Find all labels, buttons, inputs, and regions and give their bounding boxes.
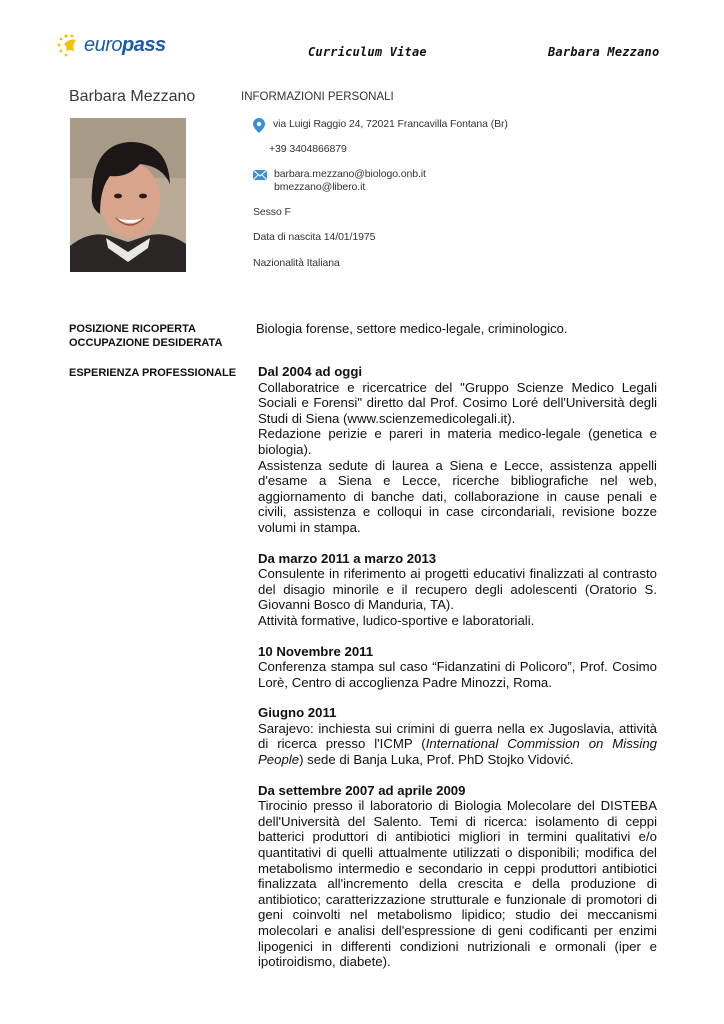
experience-entry [258, 644, 657, 691]
position-label: POSIZIONE RICOPERTA OCCUPAZIONE DESIDERATA [69, 323, 223, 349]
phone: +39 3404866879 [269, 143, 347, 155]
entry-text: Sarajevo: inchiesta sui crimini di guerra nella ex Jugoslavia, attività di ricerca presso l'ICMP (International Commission on Missing People) sede di Banja Luka, Prof. PhD Stojko Vidović. [258, 720, 657, 768]
experience-list [258, 364, 657, 985]
experience-entry [258, 783, 657, 970]
experience-entry [258, 364, 657, 536]
entry-date: Dal 2004 ad oggi [258, 364, 363, 379]
position-value: Biologia forense, settore medico-legale, criminologico. [256, 321, 568, 336]
entry-text: Conferenza stampa sul caso “Fidanzatini di Policoro”, Prof. Cosimo Lorè, Centro di accoglienza Padre Minozzi, Roma. [258, 659, 657, 690]
entry-date: Da settembre 2007 ad aprile 2009 [258, 782, 466, 798]
nationality: Nazionalità Italiana [253, 257, 340, 269]
entry-text: Attività formative, ludico-sportive e laboratoriali. [258, 612, 535, 628]
email-icon [253, 170, 267, 180]
profile-photo [70, 118, 186, 272]
experience-label: ESPERIENZA PROFESSIONALE [69, 367, 237, 379]
experience-entry [258, 551, 657, 629]
location-icon [253, 118, 265, 133]
entry-date: Giugno 2011 [258, 705, 337, 721]
sex: Sesso F [253, 206, 291, 218]
personal-info-title: INFORMAZIONI PERSONALI [241, 91, 394, 103]
entry-text: Collaboratrice e ricercatrice del "Gruppo Scienze Medico Legali Sociali e Forensi" diretto dal Prof. Cosimo Loré dell'Università degli Studi di Siena (www.scienzemedicolegali.it). [258, 379, 657, 426]
entry-date: 10 Novembre 2011 [258, 643, 374, 659]
email-secondary[interactable]: bmezzano@libero.it [274, 181, 366, 193]
address: via Luigi Raggio 24, 72021 Francavilla Fontana (Br) [273, 118, 508, 130]
experience-entry [258, 705, 657, 767]
entry-date: Da marzo 2011 a marzo 2013 [258, 550, 437, 566]
entry-text: Assistenza sedute di laurea a Siena e Lecce, assistenza appelli d'esame a Siena e Lecce, ricerche bibliografiche nel web, aggiornamento di banche dati, collaborazione in cause penali e civili, assistenza e colloqui in case circondariali, revisione bozze volumi in stampa. [258, 457, 657, 535]
birth-date: Data di nascita 14/01/1975 [253, 231, 376, 243]
entry-text: Tirocinio presso il laboratorio di Biologia Molecolare del DISTEBA dell'Università del Salento. Temi di ricerca: isolamento di ceppi batterici produttori di antibiotici migliori in termini qualitativi e/o quantitativi di quelli attualmente utilizzati o disponibili; modifica del metabolismo intermedio e secondario in ceppi produttori antibiotici finalizzata all'incremento della crescita e della produzione di antibiotico; caratterizzazione strutturale e funzionale di promotori di geni coinvolti nel metabolismo lipidico; studio dei meccanismi molecolari e analisi dell'espressione di geni codificanti per enzimi lipogenici in differenti condizioni nutrizionali e ormonali (iper e ipotiroidismo, diabete). [258, 798, 657, 970]
email-primary[interactable]: barbara.mezzano@biologo.onb.it [274, 168, 426, 180]
entry-text: Consulente in riferimento ai progetti educativi finalizzati al contrasto del disagio minorile e il recupero degli adolescenti (Oratorio S. Giovanni Bosco di Manduria, TA). [258, 566, 657, 613]
person-name: Barbara Mezzano [69, 88, 196, 105]
header-name: Barbara Mezzano [548, 45, 660, 59]
entry-text: Redazione perizie e pareri in materia medico-legale (genetica e biologia). [258, 426, 657, 457]
document-title: Curriculum Vitae [308, 45, 427, 59]
logo-text: europass [84, 34, 166, 56]
